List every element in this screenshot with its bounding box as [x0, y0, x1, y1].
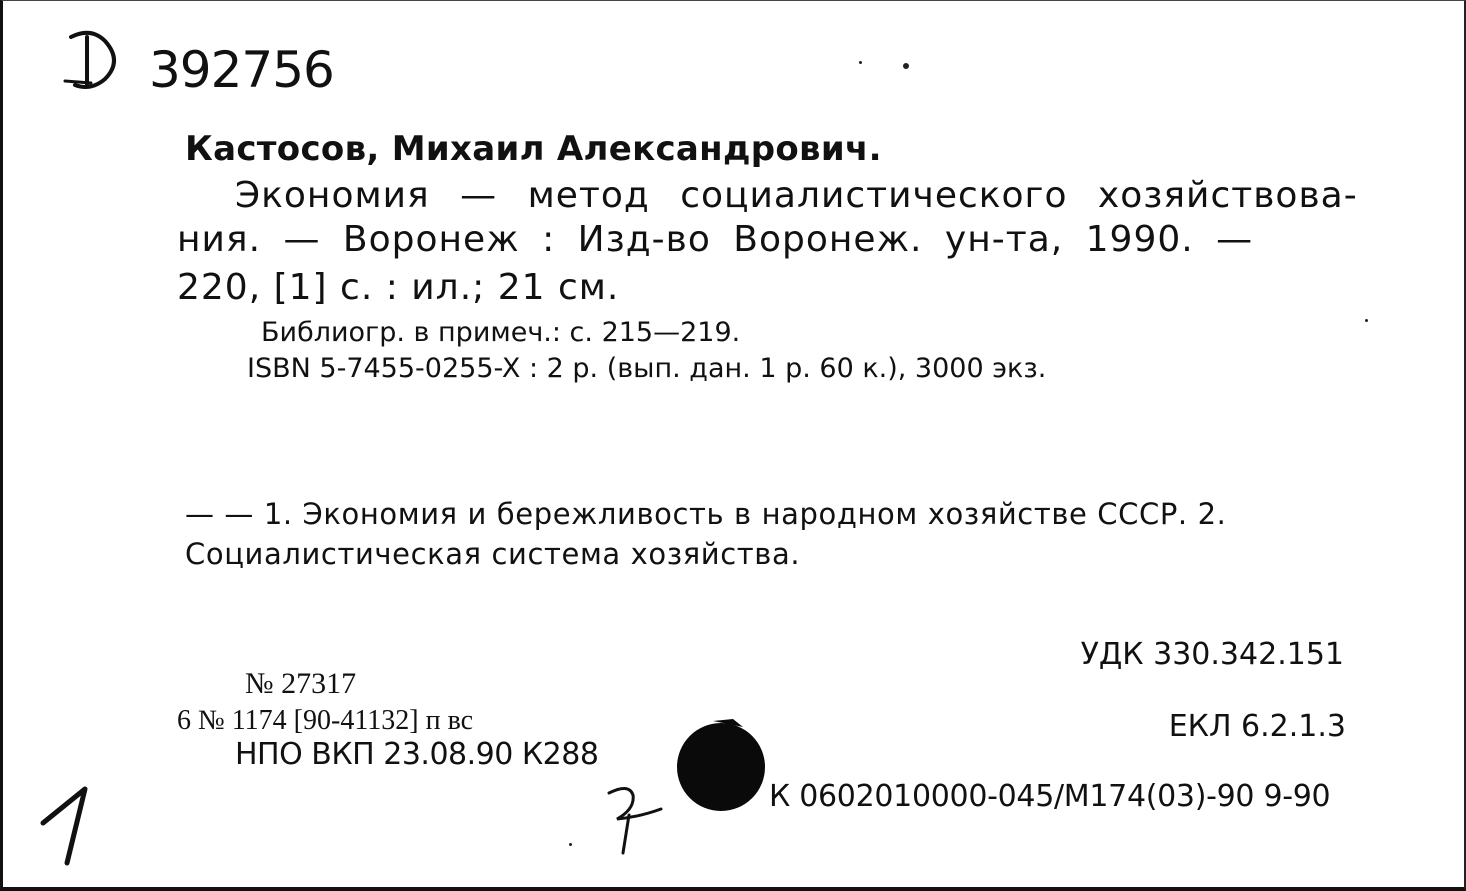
title-line-3: 220, [1] с. : ил.; 21 см. [177, 267, 620, 308]
isbn-line: ISBN 5-7455-0255-X : 2 р. (вып. дан. 1 р. 60 к.), 3000 экз. [247, 353, 1047, 384]
title-line-2: ния. — Воронеж : Изд-во Воронеж. ун-та, 1990. — [177, 219, 1254, 260]
bibliography-note: Библиогр. в примеч.: с. 215—219. [261, 317, 741, 348]
subject-line-2: Социалистическая система хозяйства. [185, 537, 801, 571]
ink-speck [903, 63, 909, 69]
registry-number: № 27317 [245, 667, 357, 700]
registry-order: 6 № 1174 [90-41132] п вс [177, 705, 474, 736]
udk-code: УДК 330.342.151 [1080, 637, 1344, 672]
ekl-code: ЕКЛ 6.2.1.3 [1168, 709, 1346, 744]
handwritten-d-mark [61, 19, 131, 99]
subject-line-1: — — 1. Экономия и бережливость в народном хозяйстве СССР. 2. [185, 497, 1227, 531]
card-number: 392756 [149, 41, 334, 99]
ink-speck [569, 843, 572, 846]
ink-speck [859, 61, 862, 64]
ink-speck [1365, 319, 1368, 322]
ink-blot-icon [673, 717, 769, 813]
author-heading: Кастосов, Михаил Александрович. [185, 129, 882, 169]
k-code: К 0602010000-045/М174(03)-90 9-90 [769, 779, 1331, 814]
registry-publisher: НПО ВКП 23.08.90 К288 [235, 737, 599, 772]
handwritten-one-mark [39, 779, 109, 869]
handwritten-signature-mark [599, 779, 669, 859]
title-line-1: Экономия — метод социалистического хозяйствова- [235, 175, 1358, 216]
subject-headings [185, 497, 1226, 571]
